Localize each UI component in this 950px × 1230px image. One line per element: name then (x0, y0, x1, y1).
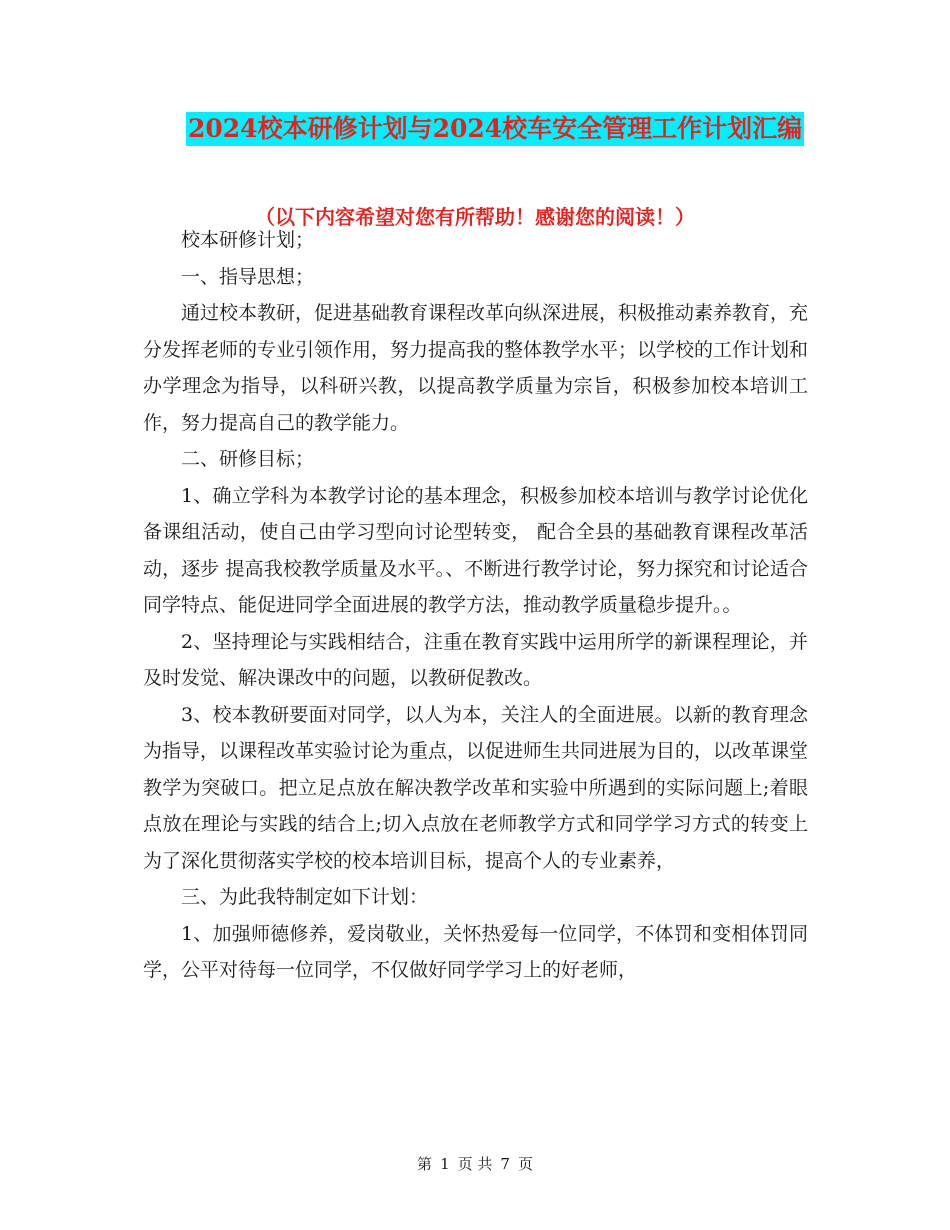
body-paragraph: 2、坚持理论与实践相结合，注重在教育实践中运用所学的新课程理论，并及时发觉、解决课改中的问题，以教研促教改。 (143, 630, 808, 689)
body-paragraph: 二、研修目标； (181, 448, 315, 470)
document-title: 2024校本研修计划与2024校车安全管理工作计划汇编 (186, 112, 804, 146)
body-paragraph: 校本研修计划； (181, 229, 315, 251)
body-paragraph: 三、为此我特制定如下计划： (181, 886, 429, 908)
page-label-mid: 页 共 (457, 1155, 493, 1173)
current-page-number: 1 (440, 1155, 450, 1173)
body-paragraph: 通过校本教研，促进基础教育课程改革向纵深进展，积极推动素养教育，充分发挥老师的专业引领作用，努力提高我的整体教学水平；以学校的工作计划和办学理念为指导，以科研兴教，以提高教学质量为宗旨，积极参加校本培训工作，努力提高自己的教学能力。 (143, 302, 809, 434)
body-paragraph: 1、加强师德修养，爱岗敬业，关怀热爱每一位同学，不体罚和变相体罚同学，公平对待每一位同学，不仅做好同学学习上的好老师， (143, 922, 808, 981)
body-paragraph: 1、确立学科为本教学讨论的基本理念，积极参加校本培训与教学讨论优化备课组活动，使自己由学习型向讨论型转变， 配合全县的基础教育课程改革活动，逐步 提高我校教学质量及水平。、不断进行教学讨论，努力探究和讨论适合同学特点、能促进同学全面进展的教学方法，推动教学质量稳步提升。。 (143, 484, 808, 616)
page-footer (0, 1154, 950, 1174)
total-pages-number: 7 (500, 1155, 510, 1173)
page-label-suffix: 页 (517, 1155, 533, 1173)
document-body (143, 222, 808, 989)
body-paragraph: 3、校本教研要面对同学，以人为本，关注人的全面进展。以新的教育理念为指导，以课程改革实验讨论为重点，以促进师生共同进展为目的，以改革课堂教学为突破口。把立足点放在解决教学改革和实验中所遇到的实际问题上;着眼点放在理论与实践的结合上;切入点放在老师教学方式和同学学习方式的转变上为了深化贯彻落实学校的校本培训目标，提高个人的专业素养， (143, 703, 809, 872)
page-label-prefix: 第 (417, 1155, 433, 1173)
document-subtitle: （以下内容希望对您有所帮助！感谢您的阅读！） (255, 205, 695, 229)
body-paragraph: 一、指导思想； (181, 265, 315, 288)
